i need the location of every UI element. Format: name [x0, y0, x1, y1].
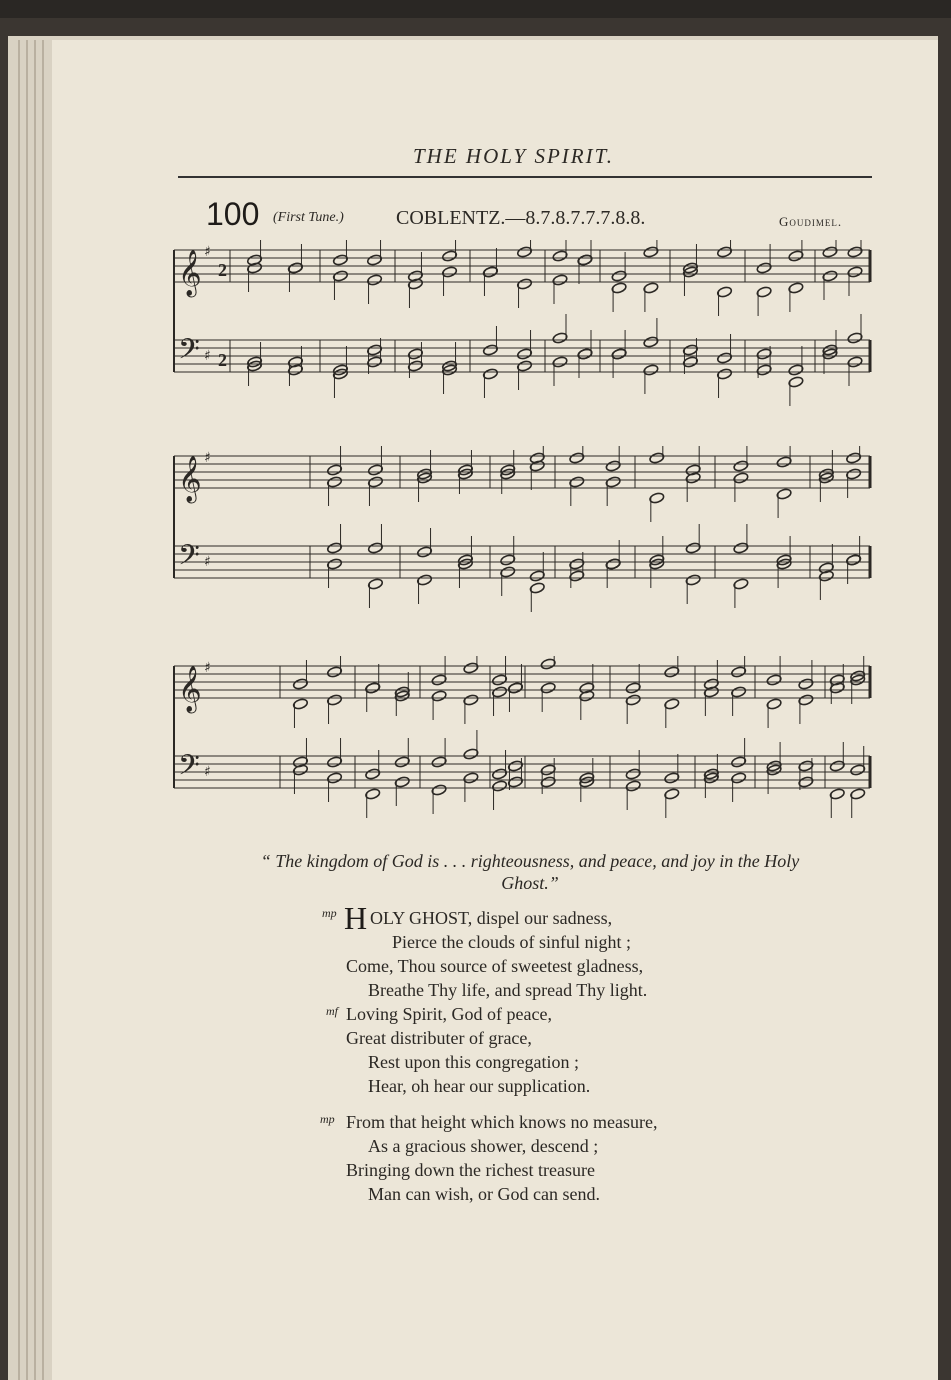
key-signature-sharp-icon: ♯	[204, 244, 211, 260]
dynamic-mark: mf	[326, 1004, 338, 1018]
music-system-1	[170, 240, 880, 420]
time-signature: 2	[218, 350, 227, 370]
page-edge-line	[34, 40, 36, 1380]
page-edge-line	[42, 40, 44, 1380]
tune-name: COBLENTZ.—8.7.8.7.7.7.8.8.	[396, 207, 646, 229]
music-staff-pair	[170, 240, 880, 420]
music-staff-pair	[170, 446, 880, 626]
dynamic-mark: mp	[322, 906, 337, 920]
verse-line: Come, Thou source of sweetest gladness,	[346, 956, 644, 976]
music-system-2	[170, 446, 880, 626]
drop-cap: H	[344, 900, 368, 936]
key-signature-sharp-icon: ♯	[204, 348, 211, 364]
verse-line: Bringing down the richest treasure	[346, 1160, 595, 1180]
dynamic-mark: mp	[320, 1112, 335, 1126]
treble-clef-icon: 𝄞	[178, 666, 202, 712]
page-edge-line	[18, 40, 20, 1380]
quote-line-2: Ghost.”	[501, 873, 559, 893]
music-system-3	[170, 656, 880, 836]
verse-line: Man can wish, or God can send.	[368, 1184, 600, 1204]
verse-line: Hear, oh hear our supplication.	[368, 1076, 591, 1096]
key-signature-sharp-icon: ♯	[204, 450, 211, 466]
verse-line: OLY GHOST, dispel our sadness,	[370, 908, 613, 928]
scripture-quote	[200, 850, 860, 894]
treble-clef-icon: 𝄞	[178, 250, 202, 296]
verse-line: Rest upon this congregation ;	[368, 1052, 579, 1072]
running-head: THE HOLY SPIRIT.	[413, 144, 614, 168]
verse-line: From that height which knows no measure,	[346, 1112, 658, 1132]
music-staff-pair	[170, 656, 880, 836]
verse-line: Pierce the clouds of sinful night ;	[392, 932, 631, 952]
composer: Goudimel.	[779, 214, 843, 229]
time-signature: 2	[218, 260, 227, 280]
head-rule	[178, 176, 872, 178]
verse-line: As a gracious shower, descend ;	[368, 1136, 599, 1156]
bass-clef-icon: 𝄢	[178, 539, 200, 579]
verse-line: Breathe Thy life, and spread Thy light.	[368, 980, 648, 1000]
treble-clef-icon: 𝄞	[178, 456, 202, 502]
quote-line-1: “ The kingdom of God is . . . righteousness, and peace, and joy in the Holy	[260, 851, 800, 871]
bass-clef-icon: 𝄢	[178, 749, 200, 789]
verse-line: Loving Spirit, God of peace,	[346, 1004, 552, 1024]
key-signature-sharp-icon: ♯	[204, 554, 211, 570]
hymn-number: 100	[206, 196, 260, 232]
key-signature-sharp-icon: ♯	[204, 660, 211, 676]
tune-note: (First Tune.)	[273, 210, 344, 225]
bass-clef-icon: 𝄢	[178, 333, 200, 373]
page-edge-line	[26, 40, 28, 1380]
key-signature-sharp-icon: ♯	[204, 764, 211, 780]
verse-line: Great distributer of grace,	[346, 1028, 532, 1048]
